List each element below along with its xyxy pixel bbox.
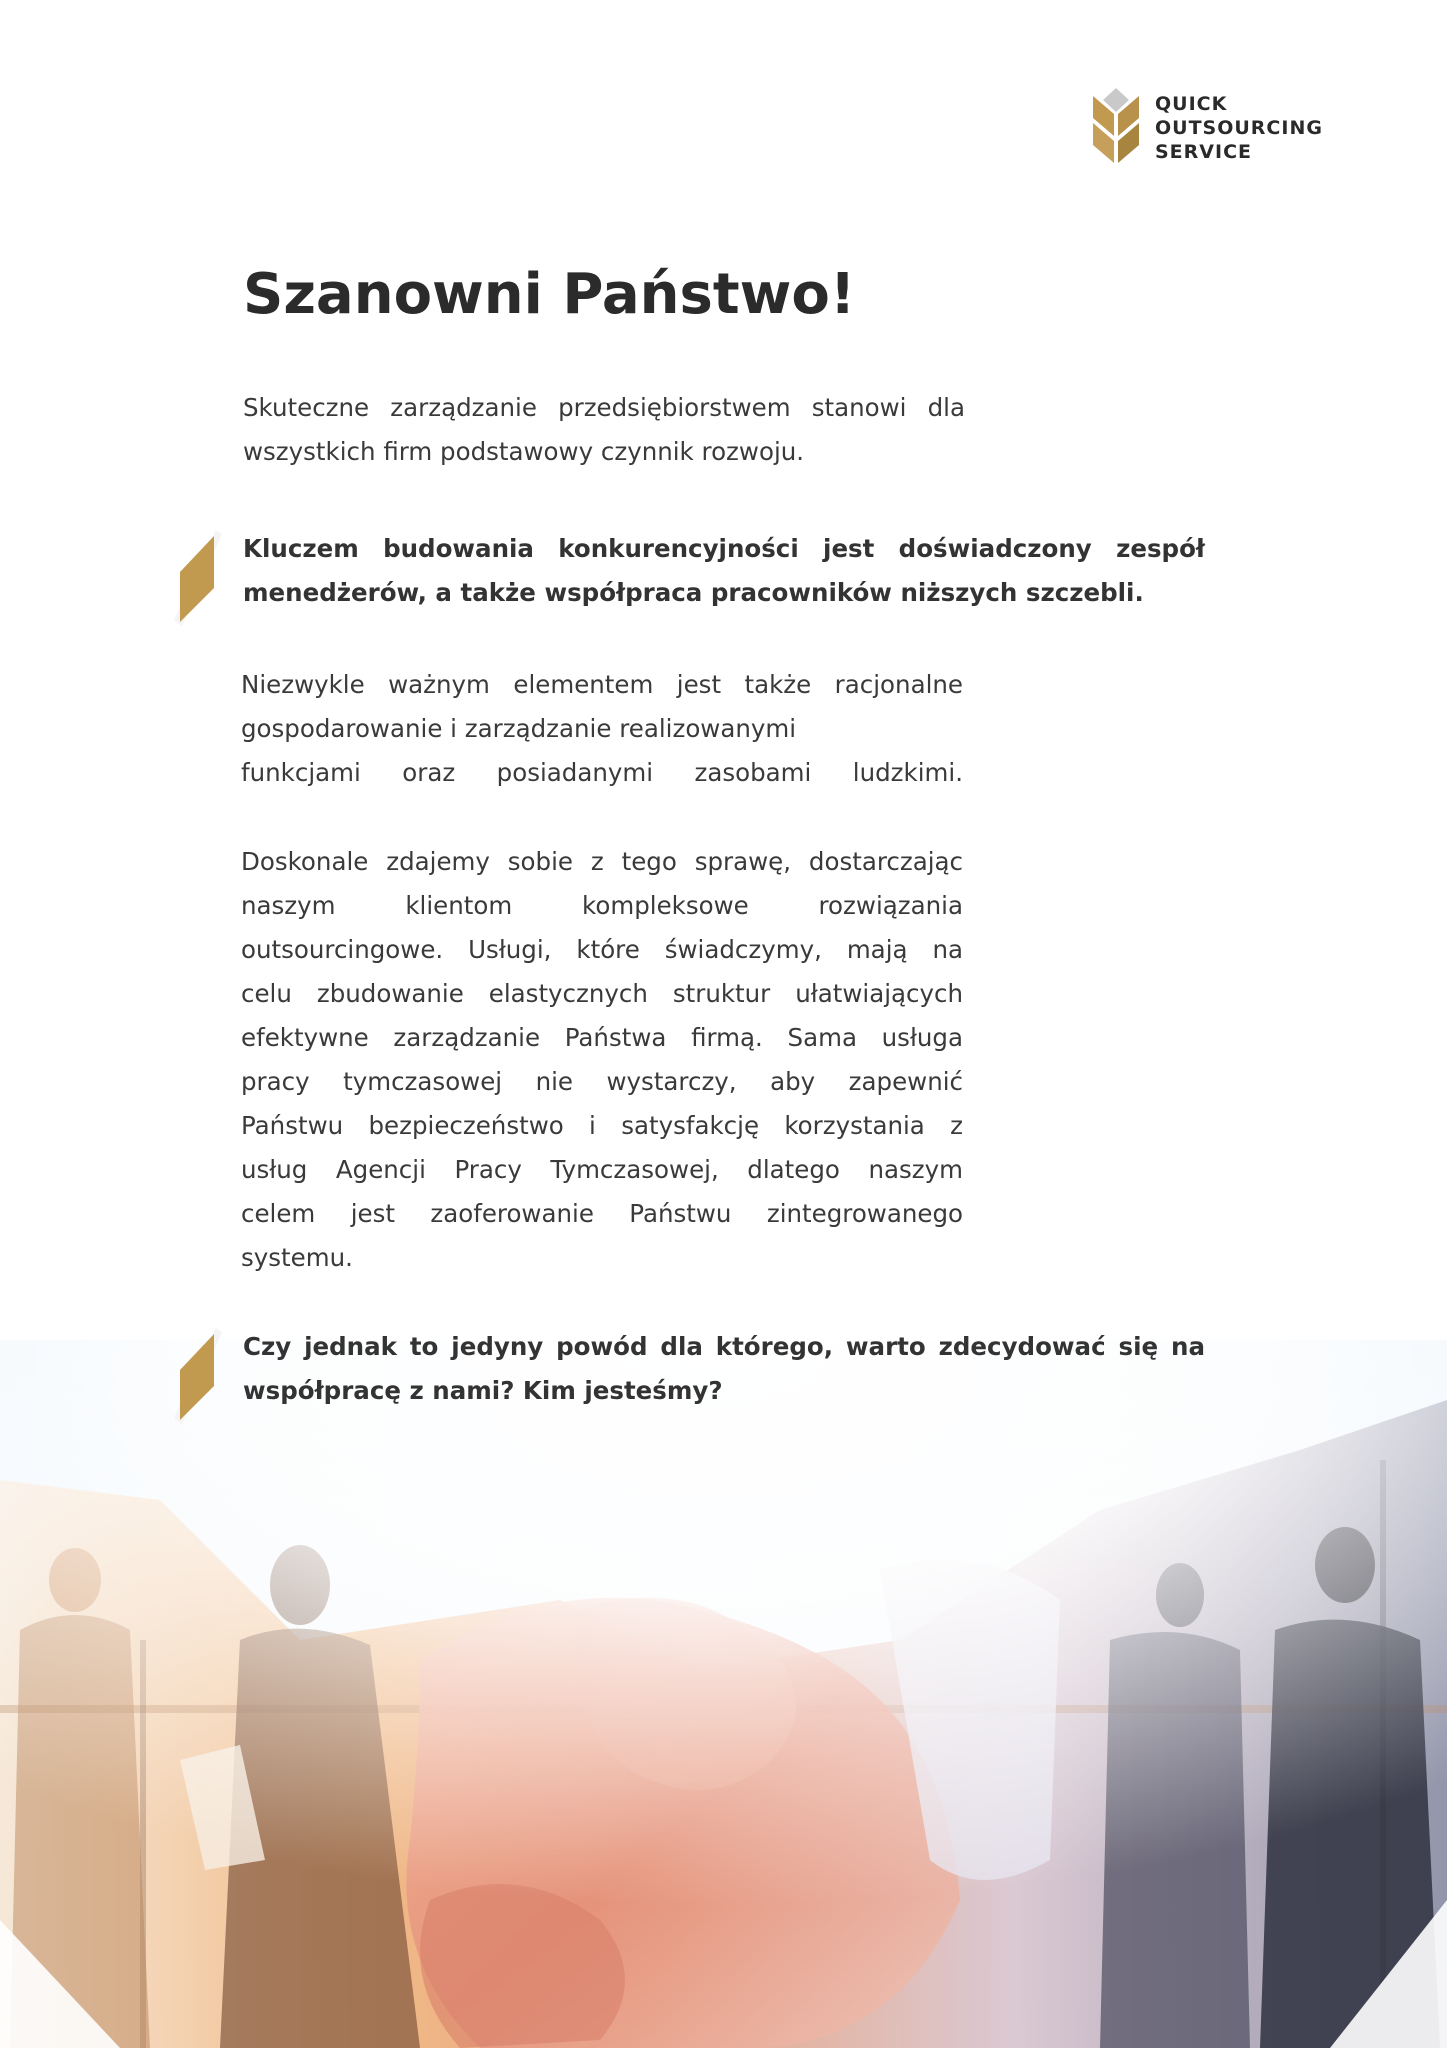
text-line: celem jest zaoferowanie Państwu zintegrowanego bbox=[241, 1199, 963, 1228]
text-line: Kluczem budowania konkurencyjności jest doświadczony zespół bbox=[243, 534, 1205, 563]
gold-parallelogram-icon bbox=[172, 1326, 232, 1426]
logo-text bbox=[1155, 92, 1323, 164]
logo-wheat-icon bbox=[1092, 86, 1140, 164]
text-line: wszystkich firm podstawowy czynnik rozwoju. bbox=[243, 437, 805, 466]
logo-line-2: OUTSOURCING bbox=[1155, 117, 1323, 139]
text-line: menedżerów, a także współpraca pracowników niższych szczebli. bbox=[243, 578, 1144, 607]
text-line: usług Agencji Pracy Tymczasowej, dlatego naszym bbox=[241, 1155, 963, 1184]
text-line: Skuteczne zarządzanie przedsiębiorstwem stanowi dla bbox=[243, 393, 965, 422]
text-line: Niezwykle ważnym elementem jest także racjonalne bbox=[241, 670, 963, 699]
text-line: Czy jednak to jedyny powód dla którego, warto zdecydować się na bbox=[243, 1332, 1205, 1361]
text-line: naszym klientom kompleksowe rozwiązania bbox=[241, 891, 963, 920]
text-line: współpracę z nami? Kim jesteśmy? bbox=[243, 1376, 723, 1405]
company-logo bbox=[1092, 86, 1323, 164]
body-paragraph-3 bbox=[241, 840, 963, 1280]
text-line: outsourcingowe. Usługi, które świadczymy, mają na bbox=[241, 935, 963, 964]
highlight-statement-2 bbox=[243, 1325, 1205, 1413]
body-paragraph-2 bbox=[241, 663, 963, 795]
hero-handshake-image bbox=[0, 1340, 1447, 2048]
page-title: Szanowni Państwo! bbox=[243, 262, 856, 327]
handshake-photo-illustration bbox=[0, 1340, 1447, 2048]
logo-line-3: SERVICE bbox=[1155, 141, 1252, 163]
text-line: gospodarowanie i zarządzanie realizowanymi bbox=[241, 714, 797, 743]
intro-paragraph bbox=[243, 386, 965, 474]
gold-parallelogram-icon bbox=[172, 528, 232, 628]
highlight-statement-1 bbox=[243, 527, 1205, 615]
text-line: celu zbudowanie elastycznych struktur ułatwiających bbox=[241, 979, 963, 1008]
logo-line-1: QUICK bbox=[1155, 93, 1228, 115]
text-line: pracy tymczasowej nie wystarczy, aby zapewnić bbox=[241, 1067, 963, 1096]
text-line: Państwu bezpieczeństwo i satysfakcję korzystania z bbox=[241, 1111, 963, 1140]
text-line: systemu. bbox=[241, 1243, 353, 1272]
text-line: Doskonale zdajemy sobie z tego sprawę, dostarczając bbox=[241, 847, 963, 876]
text-line: efektywne zarządzanie Państwa firmą. Sama usługa bbox=[241, 1023, 963, 1052]
text-line: funkcjami oraz posiadanymi zasobami ludzkimi. bbox=[241, 758, 963, 787]
